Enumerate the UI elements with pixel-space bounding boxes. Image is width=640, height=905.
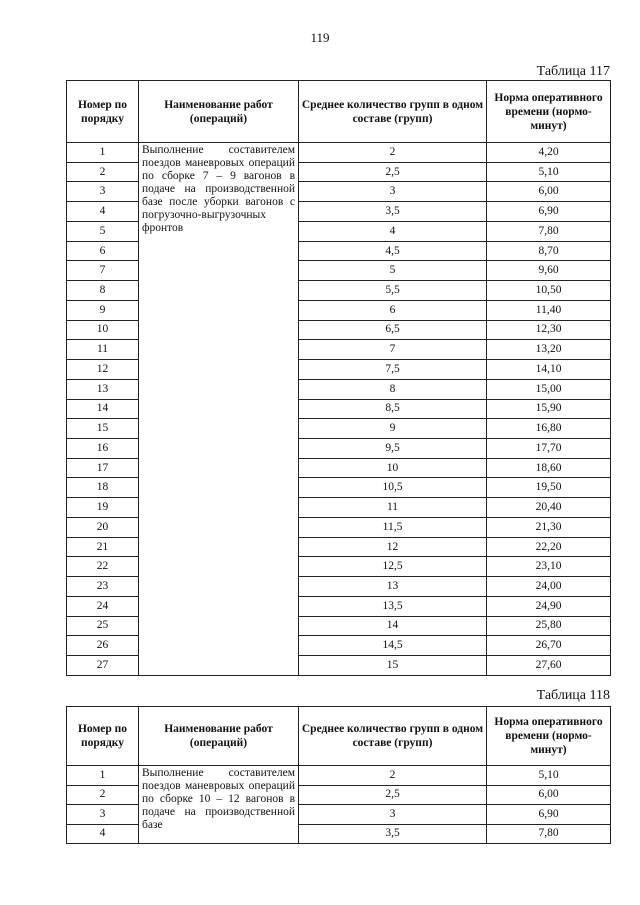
time-norm-cell: 12,30 [487,320,611,340]
row-number-cell: 23 [67,577,139,597]
time-norm-cell: 27,60 [487,656,611,676]
row-number-cell: 1 [67,143,139,163]
row-number-cell: 3 [67,805,139,825]
time-norm-cell: 7,80 [487,824,611,844]
header-row-number: Номер по порядку [67,81,139,143]
table-row [67,766,611,786]
table-row [67,143,611,163]
average-groups-cell: 14 [299,616,487,636]
row-number-cell: 20 [67,517,139,537]
average-groups-cell: 9 [299,419,487,439]
average-groups-cell: 2 [299,766,487,786]
average-groups-cell: 8,5 [299,399,487,419]
operation-description-cell: Выполнение составителем поездов маневровых операций по сборке 7 – 9 вагонов в подаче на производственной базе после уборки вагонов с погрузочно-выгрузочных фронтов [139,143,299,676]
row-number-cell: 7 [67,261,139,281]
time-norm-cell: 4,20 [487,143,611,163]
time-norm-cell: 8,70 [487,241,611,261]
time-norm-cell: 20,40 [487,498,611,518]
time-norm-cell: 11,40 [487,300,611,320]
row-number-cell: 4 [67,202,139,222]
time-norm-cell: 6,90 [487,202,611,222]
row-number-cell: 21 [67,537,139,557]
row-number-cell: 2 [67,785,139,805]
table-117-caption: Таблица 117 [536,64,610,79]
time-norm-cell: 5,10 [487,766,611,786]
table-118-header-row [67,707,611,766]
average-groups-cell: 6,5 [299,320,487,340]
row-number-cell: 25 [67,616,139,636]
average-groups-cell: 8 [299,379,487,399]
time-norm-cell: 16,80 [487,419,611,439]
time-norm-cell: 22,20 [487,537,611,557]
header-operation-name: Наименование работ (операций) [139,707,299,766]
average-groups-cell: 12,5 [299,557,487,577]
average-groups-cell: 13 [299,577,487,597]
header-time-norm: Норма оперативного времени (нормо-минут) [487,707,611,766]
row-number-cell: 1 [67,766,139,786]
row-number-cell: 19 [67,498,139,518]
row-number-cell: 16 [67,439,139,459]
average-groups-cell: 11,5 [299,517,487,537]
average-groups-cell: 9,5 [299,439,487,459]
time-norm-cell: 23,10 [487,557,611,577]
average-groups-cell: 3,5 [299,202,487,222]
average-groups-cell: 13,5 [299,596,487,616]
row-number-cell: 18 [67,478,139,498]
average-groups-cell: 14,5 [299,636,487,656]
table-118-caption: Таблица 118 [536,688,610,703]
average-groups-cell: 10 [299,458,487,478]
header-operation-name: Наименование работ (операций) [139,81,299,143]
time-norm-cell: 26,70 [487,636,611,656]
row-number-cell: 3 [67,182,139,202]
row-number-cell: 26 [67,636,139,656]
row-number-cell: 14 [67,399,139,419]
time-norm-cell: 24,90 [487,596,611,616]
average-groups-cell: 11 [299,498,487,518]
time-norm-cell: 5,10 [487,162,611,182]
table-117-header-row [67,81,611,143]
time-norm-cell: 18,60 [487,458,611,478]
time-norm-cell: 24,00 [487,577,611,597]
row-number-cell: 13 [67,379,139,399]
row-number-cell: 11 [67,340,139,360]
row-number-cell: 22 [67,557,139,577]
average-groups-cell: 2,5 [299,785,487,805]
time-norm-cell: 19,50 [487,478,611,498]
table-118 [66,706,611,844]
average-groups-cell: 7 [299,340,487,360]
average-groups-cell: 2,5 [299,162,487,182]
average-groups-cell: 12 [299,537,487,557]
average-groups-cell: 7,5 [299,360,487,380]
row-number-cell: 15 [67,419,139,439]
header-time-norm: Норма оперативного времени (нормо-минут) [487,81,611,143]
time-norm-cell: 17,70 [487,439,611,459]
average-groups-cell: 6 [299,300,487,320]
row-number-cell: 4 [67,824,139,844]
row-number-cell: 6 [67,241,139,261]
time-norm-cell: 6,00 [487,785,611,805]
average-groups-cell: 5,5 [299,281,487,301]
average-groups-cell: 4 [299,221,487,241]
average-groups-cell: 15 [299,656,487,676]
time-norm-cell: 25,80 [487,616,611,636]
time-norm-cell: 10,50 [487,281,611,301]
row-number-cell: 8 [67,281,139,301]
header-row-number: Номер по порядку [67,707,139,766]
average-groups-cell: 3 [299,182,487,202]
row-number-cell: 24 [67,596,139,616]
average-groups-cell: 3 [299,805,487,825]
header-average-groups: Среднее количество групп в одном составе (групп) [299,81,487,143]
row-number-cell: 5 [67,221,139,241]
table-118-body [67,766,611,844]
time-norm-cell: 14,10 [487,360,611,380]
header-average-groups: Среднее количество групп в одном составе (групп) [299,707,487,766]
time-norm-cell: 15,90 [487,399,611,419]
page-number: 119 [310,30,330,45]
average-groups-cell: 3,5 [299,824,487,844]
row-number-cell: 10 [67,320,139,340]
operation-description-cell: Выполнение составителем поездов маневровых операций по сборке 10 – 12 вагонов в подаче на производственной базе [139,766,299,844]
time-norm-cell: 15,00 [487,379,611,399]
row-number-cell: 9 [67,300,139,320]
table-117 [66,80,611,676]
time-norm-cell: 6,90 [487,805,611,825]
row-number-cell: 17 [67,458,139,478]
row-number-cell: 12 [67,360,139,380]
average-groups-cell: 10,5 [299,478,487,498]
time-norm-cell: 13,20 [487,340,611,360]
average-groups-cell: 4,5 [299,241,487,261]
row-number-cell: 27 [67,656,139,676]
time-norm-cell: 21,30 [487,517,611,537]
time-norm-cell: 9,60 [487,261,611,281]
table-117-body [67,143,611,676]
average-groups-cell: 5 [299,261,487,281]
time-norm-cell: 6,00 [487,182,611,202]
row-number-cell: 2 [67,162,139,182]
average-groups-cell: 2 [299,143,487,163]
time-norm-cell: 7,80 [487,221,611,241]
